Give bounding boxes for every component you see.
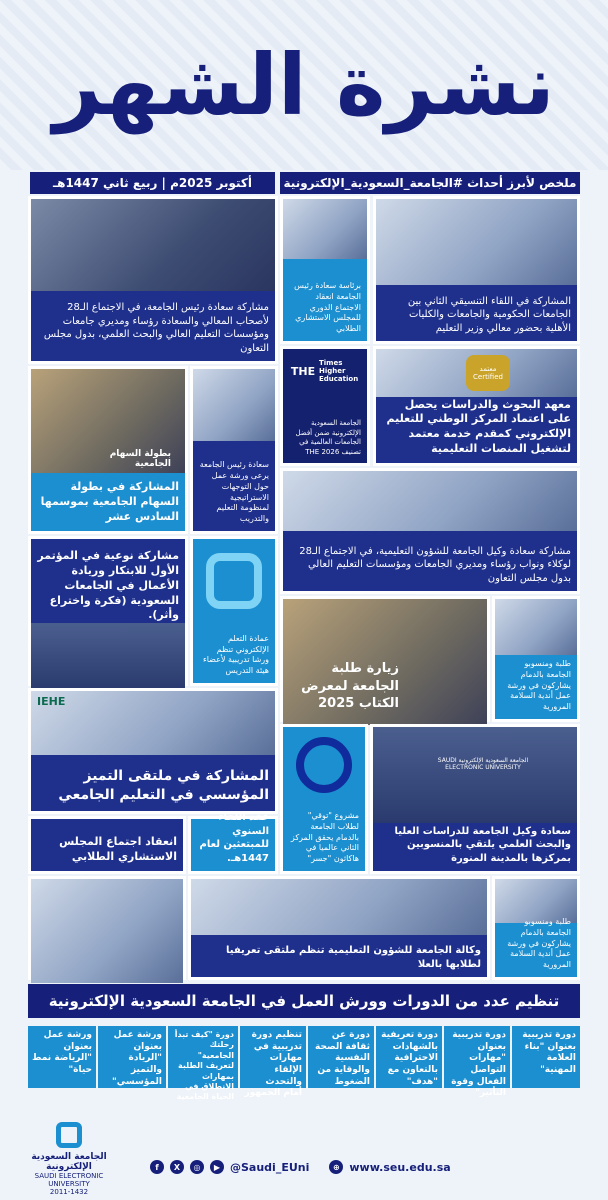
seu-symbol-icon [206, 553, 262, 609]
tile-excellence-forum[interactable] [28, 688, 278, 814]
photo [283, 471, 577, 531]
workshop-item: ورشة عمل بعنوان "الرياضة نمط حياة" [28, 1026, 96, 1088]
caption: المشاركة في ملتقى التميز المؤسسي في التعليم الجامعي [58, 768, 269, 804]
caption: سعادة رئيس الجامعة يرعى ورشة عمل حول التوجهات الاستراتيجية لمنظومة التعليم والتدريب [199, 460, 269, 524]
the-logo-text: Times Higher Education [319, 359, 359, 383]
tile-elearning-deanship[interactable] [190, 536, 278, 686]
caption: الجامعة السعودية الإلكترونية ضمن أفضل الجامعات العالمية في تصنيف THE 2026 [295, 419, 361, 456]
logo-en: SAUDI ELECTRONIC UNIVERSITY [34, 1172, 104, 1188]
workshop-item: دورة تدريبية بعنوان "بناء العلامة المهنية" [512, 1026, 580, 1088]
tile-dammam-safety[interactable] [492, 596, 580, 722]
tile-council-photo[interactable] [28, 876, 186, 980]
tile-coordination-meeting[interactable] [373, 196, 580, 344]
photo [31, 623, 185, 689]
tile-president-gulf[interactable] [28, 196, 278, 364]
social-handle[interactable]: @Saudi_EUni [230, 1160, 310, 1174]
building-sign: الجامعة السعودية الإلكترونية SAUDI ELECTRONIC UNIVERSITY [437, 757, 529, 771]
footer-contacts [150, 1158, 580, 1176]
archery-banner: بطولة السهام الجامعية [109, 449, 171, 469]
tile-the-ranking[interactable] [280, 346, 370, 466]
caption: مشروع "توقي" لطلاب الجامعة بالدمام يحقق المركز الثاني عالميا في هاكاثون "جسر" [290, 811, 359, 864]
tile-archery[interactable] [28, 366, 188, 534]
page-title: نشرة الشهر [0, 0, 608, 170]
logo-ar: الجامعة السعودية الإلكترونية [31, 1152, 107, 1172]
caption: طلبة ومنسوبو الجامعة بالدمام يشاركون في ورشة عمل أندية السلامة المرورية [507, 917, 571, 970]
university-logo [14, 1118, 124, 1196]
caption: عقد اللقاء السنوي للمبتعثين لعام 1447هـ. [199, 812, 269, 864]
caption: زيارة طلبة الجامعة لمعرض الكتاب 2025 [301, 661, 399, 712]
photo [283, 199, 367, 259]
workshop-item: دورة تعريفية بالشهادات الاحترافية بالتعاون مع "هدف" [376, 1026, 442, 1088]
photo [31, 199, 275, 291]
tawqi-logo-icon [296, 737, 352, 793]
caption: مشاركة سعادة رئيس الجامعة، في الاجتماع الـ28 لأصحاب المعالي والسعادة رؤساء ومديري جامعات ومؤسسات التعليم العالي والبحث العلمي، بدول مجلس التعاون [43, 302, 269, 354]
tile-tawqi-project[interactable] [280, 724, 368, 874]
caption: معهد البحوث والدراسات يحصل على اعتماد المركز الوطني للتعليم الإلكتروني كمقدم خدمة معتمد لتشغيل المنصات التعليمية [386, 397, 571, 456]
iehe-logo: IEHE [37, 695, 66, 708]
certified-badge: معتمد Certified [466, 355, 510, 391]
caption: عمادة التعلم الإلكتروني تنظم ورشا تدريبية لأعضاء هيئة التدريس [202, 633, 269, 676]
tile-council-meeting[interactable] [28, 816, 186, 874]
caption: سعادة وكيل الجامعة للدراسات العليا والبحث العلمي يلتقي بالمنسوبين بمركزها بالمدينة المنورة [394, 825, 571, 864]
instagram-icon[interactable]: ◎ [190, 1160, 204, 1174]
tile-council-chair[interactable] [280, 196, 370, 344]
caption: وكالة الجامعة للشؤون التعليمية تنظم ملتقى تعريفيا لطلابها بالعلا [226, 945, 481, 970]
workshops-heading: تنظيم عدد من الدورات وورش العمل في الجامعة السعودية الإلكترونية [28, 984, 580, 1018]
tile-dammam-safety-2[interactable] [492, 876, 580, 980]
the-logo: THE [289, 359, 317, 383]
caption: طلبة ومنسوبو الجامعة بالدمام يشاركون في ورشة عمل أندية السلامة المرورية [507, 659, 571, 712]
globe-icon: ⊕ [329, 1160, 343, 1174]
photo [376, 199, 577, 285]
tile-president-workshop[interactable] [190, 366, 278, 534]
youtube-icon[interactable]: ▶ [210, 1160, 224, 1174]
caption: المشاركة في اللقاء التنسيقي الثاني بين الجامعات الحكومية والجامعات والكليات الأهلية بحضور معالي وزير التعليم [407, 295, 571, 334]
seu-logo-icon [56, 1122, 82, 1148]
photo [495, 599, 577, 655]
x-icon[interactable]: X [170, 1160, 184, 1174]
workshop-item: دورة تدريبية بعنوان "مهارات التواصل الفعال وقوة التأثير" [444, 1026, 510, 1088]
tile-vice-gulf[interactable] [280, 468, 580, 594]
tile-annual-meeting[interactable] [188, 812, 278, 874]
caption: المشاركة في بطولة السهام الجامعية بموسمها السادس عشر [40, 480, 179, 524]
logo-year: 2011-1432 [49, 1188, 89, 1196]
photo [191, 879, 487, 935]
facebook-icon[interactable]: f [150, 1160, 164, 1174]
workshop-item: ورشة عمل بعنوان "الريادة والتميز المؤسسي" [98, 1026, 166, 1088]
tile-research-vice[interactable] [370, 724, 580, 874]
photo [193, 369, 275, 441]
workshop-item: دورة "كيف تبدأ رحلتك الجامعية" لتعريف الطلبة بمهارات الانطلاق في الحياة الجامعية [168, 1026, 238, 1088]
caption: انعقاد اجتماع المجلس الاستشاري الطلابي [59, 835, 177, 864]
website-link[interactable]: www.seu.edu.sa [349, 1160, 451, 1174]
tile-research-institute[interactable] [373, 346, 580, 466]
workshop-item: تنظيم دورة تدريبية في مهارات الإلقاء والتحدث أمام الجمهور [240, 1026, 306, 1088]
caption: مشاركة نوعية في المؤتمر الأول للابتكار وريادة الأعمال في الجامعات السعودية (فكرة واختراع وأثر). [37, 549, 179, 622]
caption: برئاسة سعادة رئيس الجامعة انعقاد الاجتماع الدوري للمجلس الاستشاري الطلابي [294, 281, 361, 334]
tile-ula-orientation[interactable] [188, 876, 490, 980]
date-bar: أكتوبر 2025م | ربيع ثاني 1447هـ [30, 172, 275, 194]
subtitle-bar: ملخص لأبرز أحداث #الجامعة_السعودية_الإلكترونية [280, 172, 580, 194]
tile-book-fair[interactable] [280, 596, 490, 722]
tile-conference[interactable] [28, 536, 188, 686]
caption: مشاركة سعادة وكيل الجامعة للشؤون التعليمية، في الاجتماع الـ28 لوكلاء ونواب رؤساء ومديري الجامعات ومؤسسات التعليم العالي بدول مجلس التعاون [299, 545, 571, 584]
workshop-item: دورة عن ثقافة الصحة النفسية والوقاية من الضغوط [308, 1026, 374, 1088]
photo [31, 879, 183, 983]
